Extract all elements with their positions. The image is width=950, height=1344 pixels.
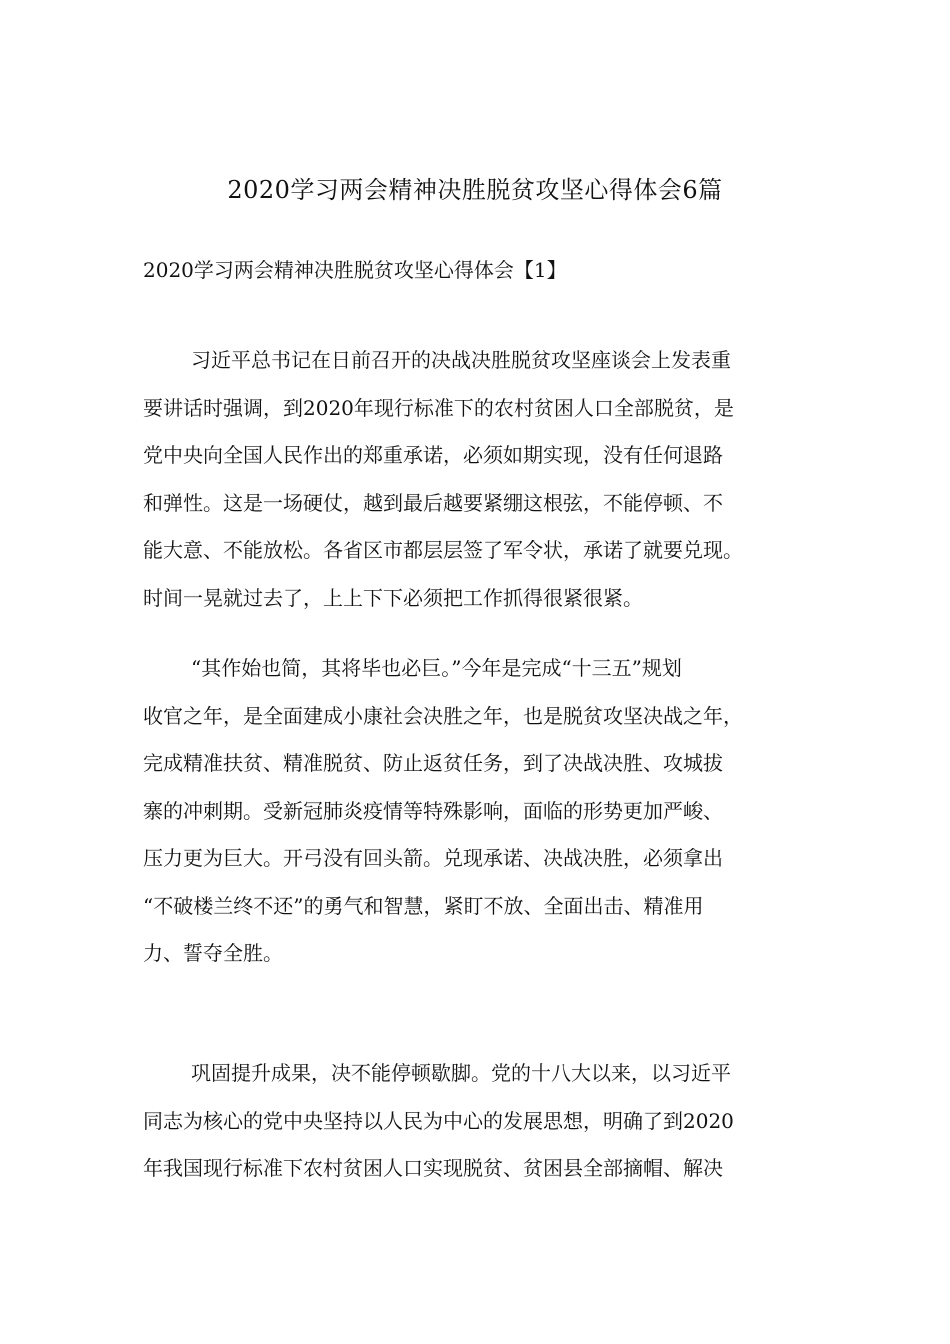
document-title: 2020学习两会精神决胜脱贫攻坚心得体会6篇 <box>227 176 723 204</box>
paragraph-line: 党中央向全国人民作出的郑重承诺，必须如期实现，没有任何退路 <box>143 443 723 467</box>
paragraph-line: 习近平总书记在日前召开的决战决胜脱贫攻坚座谈会上发表重 <box>191 348 731 372</box>
paragraph-line: 能大意、不能放松。各省区市都层层签了军令状，承诺了就要兑现。 <box>143 538 743 562</box>
paragraph-line: “其作始也简，其将毕也必巨。”今年是完成“十三五”规划 <box>191 656 682 680</box>
paragraph-1 <box>143 337 808 622</box>
paragraph-2 <box>143 645 808 978</box>
paragraph-line: 要讲话时强调，到2020年现行标准下的农村贫困人口全部脱贫，是 <box>143 395 734 420</box>
paragraph-line: 年我国现行标准下农村贫困人口实现脱贫、贫困县全部摘帽、解决 <box>143 1156 723 1180</box>
paragraph-3 <box>143 1050 808 1193</box>
paragraph-line: 压力更为巨大。开弓没有回头箭。兑现承诺、决战决胜，必须拿出 <box>143 846 723 870</box>
paragraph-line: 巩固提升成果，决不能停顿歇脚。党的十八大以来，以习近平 <box>191 1061 731 1085</box>
paragraph-line: 和弹性。这是一场硬仗，越到最后越要紧绷这根弦，不能停顿、不 <box>143 490 723 515</box>
paragraph-line: 同志为核心的党中央坚持以人民为中心的发展思想，明确了到2020 <box>143 1108 734 1133</box>
paragraph-line: 时间一晃就过去了，上上下下必须把工作抓得很紧很紧。 <box>143 585 643 610</box>
paragraph-line: 寨的冲刺期。受新冠肺炎疫情等特殊影响，面临的形势更加严峻、 <box>143 798 723 823</box>
paragraph-line: 完成精准扶贫、精准脱贫、防止返贫任务，到了决战决胜、攻城拔 <box>143 751 723 775</box>
section-heading: 2020学习两会精神决胜脱贫攻坚心得体会【1】 <box>143 258 567 282</box>
paragraph-line: 收官之年，是全面建成小康社会决胜之年，也是脱贫攻坚决战之年， <box>143 703 743 728</box>
paragraph-line: “不破楼兰终不还”的勇气和智慧，紧盯不放、全面出击、精准用 <box>143 893 704 918</box>
paragraph-line: 力、誓夺全胜。 <box>143 941 283 965</box>
